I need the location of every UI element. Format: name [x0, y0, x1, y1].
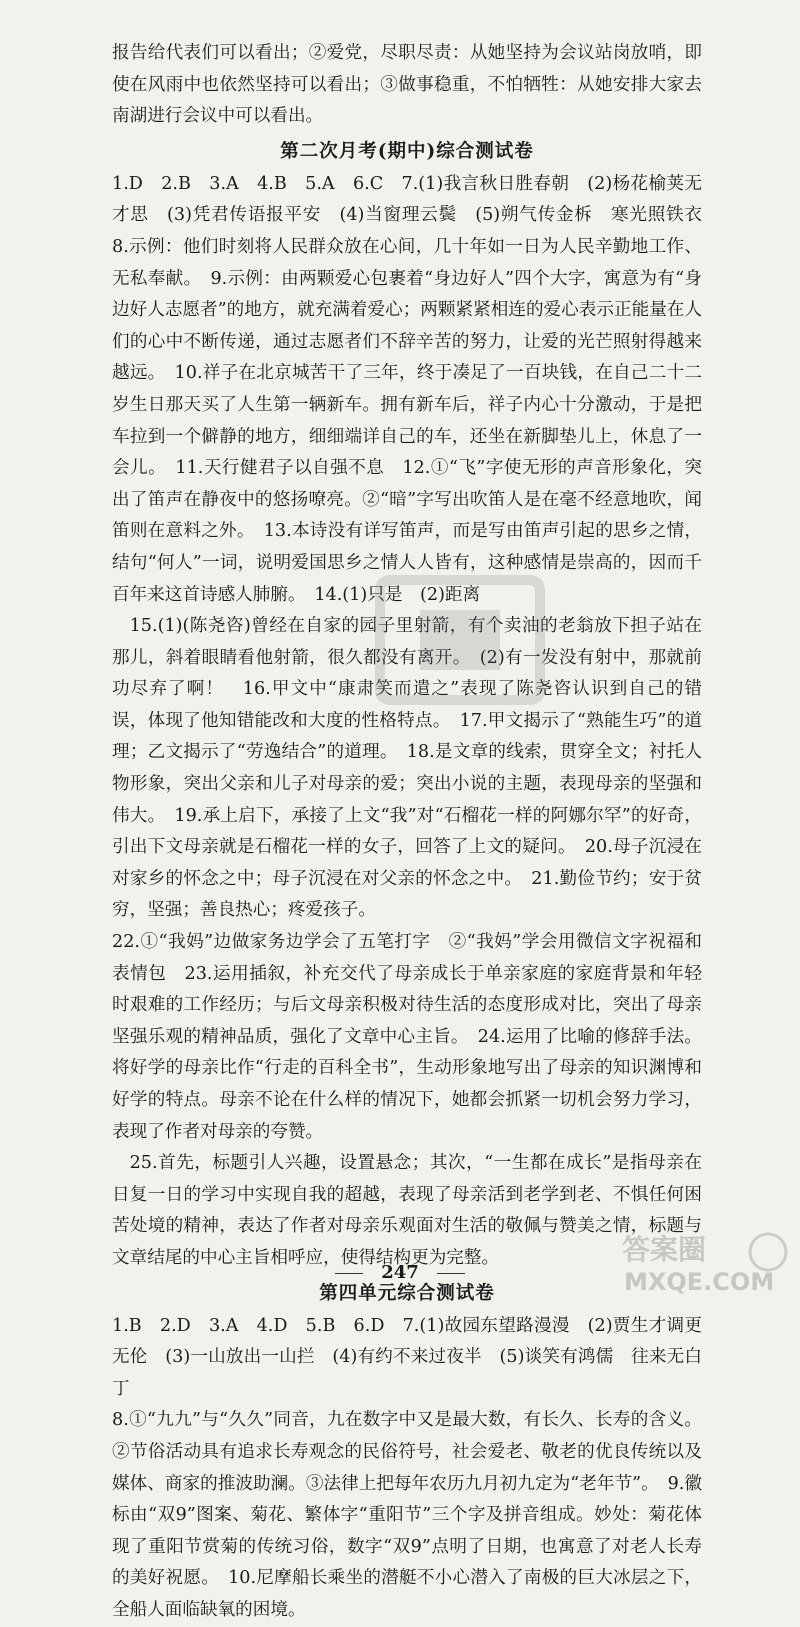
site-watermark-logo [618, 1228, 794, 1298]
unit4-paragraph: 8.①“九九”与“久久”同音，九在数字中又是最大数，有长久、长寿的含义。②节俗活动具有追求长寿观念的民俗符号，社会爱老、敬老的优良传统以及媒体、商家的推波助澜。③法律上把每年农历九月初九定为“老年节”。 9.徽标由“双9”图案、菊花、繁体字“重阳节”三个字及拼音组成。妙处：菊花体现了重阳节赏菊的传统习俗，数字“双9”点明了日期，也寓意了对老人长寿的美好祝愿。 10.尼摩船长乘坐的潜艇不小心潜入了南极的巨大冰层之下，全船人面临缺氧的困境。 [112, 1410, 702, 1620]
intro-text: 报告给代表们可以看出；②爱党，尽职尽责：从她坚持为会议站岗放哨，即使在风雨中也依然坚持可以看出；③做事稳重，不怕牺牲：从她安排大家去南湖进行会议中可以看出。 [112, 43, 702, 127]
section-title-unit4: 第四单元综合测试卷 [319, 1282, 495, 1304]
midterm-paragraph: 25.首先，标题引人兴趣，设置悬念；其次，“一生都在成长”是指母亲在日复一日的学习中实现自我的超越，表现了母亲活到老学到老、不惧任何困苦处境的精神，表达了作者对母亲乐观面对生活的敬佩与赞美之情，标题与文章结尾的中心主旨相呼应，使得结构更为完整。 [112, 1153, 702, 1268]
answer-content [112, 38, 720, 1627]
midterm-paragraph: 1.D 2.B 3.A 4.B 5.A 6.C 7.(1)我言秋日胜春朝 (2)杨花榆荚无才思 (3)凭君传语报平安 (4)当窗理云鬓 (5)朔气传金柝 寒光照铁衣 8.示例：他们时刻将人民群众放在心间，几十年如一日为人民辛勤地工作、无私奉献。 9.示例：由两颗爱心包裹着“身边好人”四个大字，寓意为有“身边好人志愿者”的地方，就充满着爱心；两颗紧紧相连的爱心表示正能量在人们的心中不断传递，通过志愿者们不辞辛苦的努力，让爱的光芒照射得越来越远。 10.祥子在北京城苦干了三年，终于凑足了一百块钱，在自己二十二岁生日那天买了人生第一辆新车。拥有新车后，祥子内心十分激动，于是把车拉到一个僻静的地方，细细端详自己的车，还坐在新脚垫儿上，休息了一会儿。 11.天行健君子以自强不息 12.①“飞”字使无形的声音形象化，突出了笛声在静夜中的悠扬嘹亮。②“暗”字写出吹笛人是在毫不经意地吹，闻笛则在意料之外。 13.本诗没有详写笛声，而是写由笛声引起的思乡之情，结句“何人”一词，说明爱国思乡之情人人皆有，这种感情是崇高的，因而千百年来这首诗感人肺腑。 14.(1)只是 (2)距离 [112, 173, 720, 605]
unit4-paragraph: 1.B 2.D 3.A 4.D 5.B 6.D 7.(1)故园东望路漫漫 (2)贾生才调更无伦 (3)一山放出一山拦 (4)有约不来过夜半 (5)谈笑有鸿儒 往来无白丁 [112, 1315, 702, 1399]
page-number-text: 247 [381, 1262, 419, 1283]
midterm-paragraph: 22.①“我妈”边做家务边学会了五笔打字 ②“我妈”学会用微信文字祝福和表情包 23.运用插叙，补充交代了母亲成长于单亲家庭的家庭背景和年轻时艰难的工作经历；与后文母亲积极对待生活的态度形成对比，突出了母亲坚强乐观的精神品质，强化了文章中心主旨。 24.运用了比喻的修辞手法。将好学的母亲比作“行走的百科全书”，生动形象地写出了母亲的知识渊博和好学的特点。母亲不论在什么样的情况下，她都会抓紧一切机会努力学习，表现了作者对母亲的夸赞。 [112, 932, 702, 1142]
section-title-midterm: 第二次月考(期中)综合测试卷 [280, 140, 534, 162]
midterm-paragraph: 15.(1)(陈尧咨)曾经在自家的园子里射箭，有个卖油的老翁放下担子站在那儿，斜着眼睛看他射箭，很久都没有离开。 (2)有一发没有射中，那就前功尽弃了啊！ 16.甲文中“康肃笑而遣之”表现了陈尧咨认识到自己的错误，体现了他知错能改和大度的性格特点。 17.甲文揭示了“熟能生巧”的道理；乙文揭示了“劳逸结合”的道理。 18.是文章的线索，贯穿全文；衬托人物形象，突出父亲和儿子对母亲的爱；突出小说的主题，表现母亲的坚强和伟大。 19.承上启下，承接了上文“我”对“石榴花一样的阿娜尔罕”的好奇，引出下文母亲就是石榴花一样的女子，回答了上文的疑问。 20.母子沉浸在对家乡的怀念之中；母子沉浸在对父亲的怀念之中。 21.勤俭节约；安于贫穷，坚强；善良热心；疼爱孩子。 [112, 616, 702, 921]
watermark-text: 答案圈 [622, 1233, 707, 1266]
watermark-domain: MXQE.COM [624, 1268, 775, 1296]
